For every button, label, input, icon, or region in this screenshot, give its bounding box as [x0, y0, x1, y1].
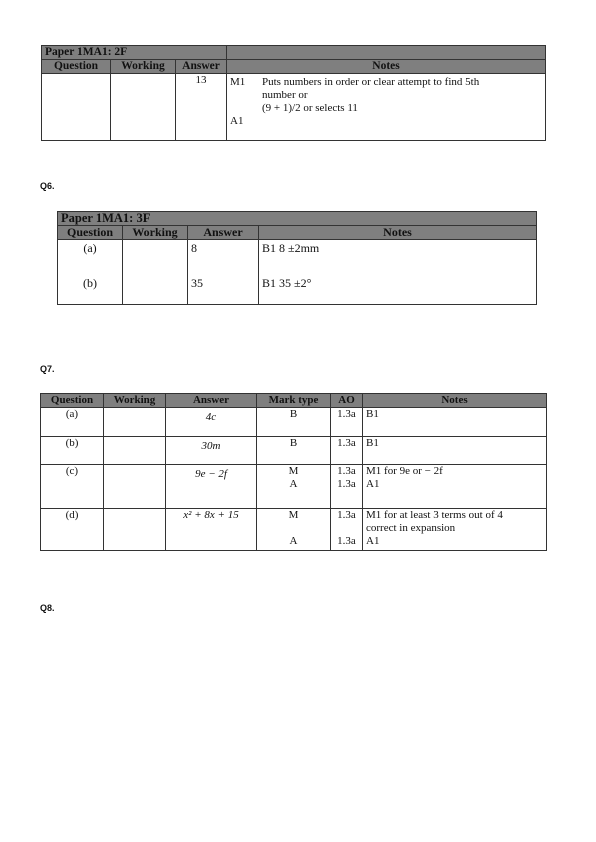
table-title: Paper 1MA1: 3F [58, 212, 537, 226]
question-cell [42, 74, 111, 141]
question-label-q8: Q8. [40, 603, 55, 613]
header-notes: Notes [363, 394, 547, 408]
mark-scheme-table-2f [41, 45, 546, 141]
note-line: (9 + 1)/2 or selects 11 [262, 102, 358, 114]
question-label-q7: Q7. [40, 364, 55, 374]
header-question: Question [58, 226, 123, 240]
header-answer: Answer [166, 394, 257, 408]
table-title: Paper 1MA1: 2F [42, 46, 227, 60]
mark-code: A1 [230, 115, 244, 127]
question-cell: (a) (b) [58, 240, 123, 305]
header-answer: Answer [188, 226, 259, 240]
header-working: Working [111, 60, 176, 74]
mark-scheme-table-q7 [40, 393, 547, 551]
answer-cell: 13 [176, 74, 227, 141]
table-row: (b) 30m B 1.3a B1 [41, 437, 547, 465]
note-line: Puts numbers in order or clear attempt to find 5th [262, 76, 480, 88]
header-working: Working [104, 394, 166, 408]
answer-cell: x² + 8x + 15 [166, 509, 257, 551]
header-question: Question [41, 394, 104, 408]
working-cell [111, 74, 176, 141]
header-mark-type: Mark type [257, 394, 331, 408]
header-ao: AO [331, 394, 363, 408]
question-label-q6: Q6. [40, 181, 55, 191]
mark-code: M1 [230, 76, 246, 88]
header-notes: Notes [227, 60, 546, 74]
notes-cell: B1 8 ±2mm B1 35 ±2° [259, 240, 537, 305]
header-working: Working [123, 226, 188, 240]
note-line: number or [262, 89, 308, 101]
answer-cell: 30m [166, 437, 257, 465]
mark-scheme-table-3f [57, 211, 537, 305]
header-question: Question [42, 60, 111, 74]
answer-cell: 4c [166, 408, 257, 437]
table-row: (d) x² + 8x + 15 M A 1.3a 1.3a M1 for at least 3 terms out of 4 correct in expansion A1 [41, 509, 547, 551]
table-row: (c) 9e − 2f M A 1.3a 1.3a M1 for 9e or − 2f A1 [41, 465, 547, 509]
header-notes: Notes [259, 226, 537, 240]
table-row: (a) 4c B 1.3a B1 [41, 408, 547, 437]
answer-cell: 8 35 [188, 240, 259, 305]
header-answer: Answer [176, 60, 227, 74]
notes-cell [227, 74, 546, 141]
answer-cell: 9e − 2f [166, 465, 257, 509]
working-cell [123, 240, 188, 305]
